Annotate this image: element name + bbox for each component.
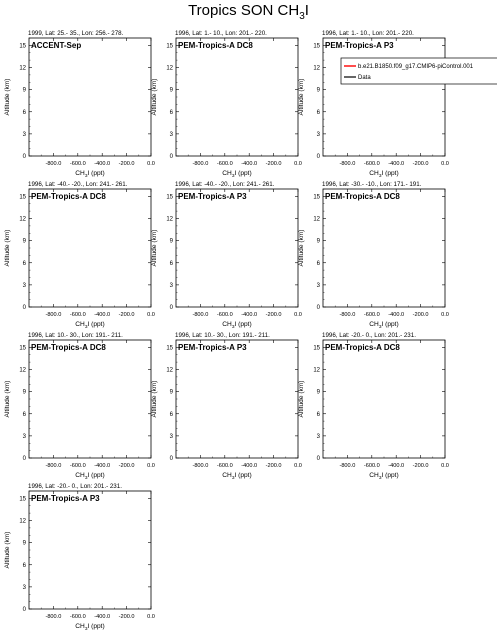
x-axis-label-end: I (ppt) [381,170,399,177]
x-axis-label [75,321,104,330]
chart-panel [4,181,155,330]
y-tick-label: 3 [316,131,320,138]
y-tick-label: 3 [22,282,26,289]
x-tick-label: -400.0 [241,161,258,167]
x-axis-label-subscript: 3 [231,325,235,330]
x-tick-label: -800.0 [45,161,62,167]
x-tick-label: -200.0 [412,463,429,469]
x-tick-label: 0.0 [441,463,449,469]
x-tick-label: -800.0 [45,463,62,469]
y-tick-label: 3 [169,433,173,440]
x-axis-label-subscript: 3 [84,627,88,632]
x-axis-label-main: CH [222,170,232,177]
y-tick-label: 6 [169,109,173,116]
x-tick-label: -400.0 [94,312,111,318]
x-tick-label: -800.0 [192,161,209,167]
y-tick-label: 15 [19,496,26,503]
y-tick-label: 0 [169,154,173,160]
y-tick-label: 9 [316,87,320,94]
x-tick-label: -400.0 [388,463,405,469]
x-axis-label-subscript: 3 [378,476,382,481]
figure-title-subscript: 3 [299,11,305,22]
campaign-label: PEM-Tropics-A P3 [178,192,247,201]
x-axis-label-main: CH [369,472,379,479]
x-axis-label-main: CH [75,170,85,177]
y-tick-label: 15 [313,194,320,201]
x-tick-label: -400.0 [94,463,111,469]
y-tick-label: 0 [316,154,320,160]
y-tick-label: 6 [22,411,26,418]
x-tick-label: -600.0 [363,312,380,318]
panel-title: 1996, Lat: -30.- -10., Lon: 171.- 191. [322,181,422,188]
campaign-label: PEM-Tropics-A DC8 [325,192,400,201]
x-tick-label: 0.0 [147,463,155,469]
x-tick-label: -600.0 [363,463,380,469]
legend-model-label: b.e21.B1850.f09_g17.CMIP6-piControl.001 [358,64,474,70]
y-axis-label: Altitude (km) [151,229,158,267]
x-tick-label: -400.0 [94,161,111,167]
plot-frame [176,189,298,307]
x-tick-label: -600.0 [216,161,233,167]
y-tick-label: 0 [169,456,173,462]
x-axis-label-main: CH [369,170,379,177]
x-axis-label-end: I (ppt) [381,472,399,479]
y-tick-label: 15 [313,43,320,50]
x-tick-label: -200.0 [265,312,282,318]
x-tick-label: -400.0 [94,614,111,620]
y-axis-label: Altitude (km) [151,78,158,116]
y-axis-label: Altitude (km) [298,229,305,267]
y-tick-label: 0 [22,607,26,613]
x-axis-label-end: I (ppt) [234,170,252,177]
legend-data-label: Data [358,75,371,81]
x-tick-label: 0.0 [294,463,302,469]
x-axis-label [222,170,251,179]
y-tick-label: 12 [166,367,173,374]
y-tick-label: 12 [166,65,173,72]
x-axis-label-main: CH [75,623,85,630]
y-tick-label: 9 [169,238,173,245]
x-axis-label [222,321,251,330]
x-axis-label-subscript: 3 [84,325,88,330]
y-tick-label: 6 [316,260,320,267]
figure-title-end: I [304,2,309,19]
x-axis-label-subscript: 3 [84,174,88,179]
y-tick-label: 15 [313,345,320,352]
x-axis-label-end: I (ppt) [234,321,252,328]
y-tick-label: 0 [22,154,26,160]
x-tick-label: -200.0 [118,161,135,167]
x-tick-label: 0.0 [294,161,302,167]
y-tick-label: 12 [19,216,26,223]
plot-frame [29,340,151,458]
y-axis-label: Altitude (km) [151,380,158,418]
x-tick-label: -600.0 [69,312,86,318]
y-tick-label: 3 [22,433,26,440]
x-axis-label [222,472,251,481]
panel-title: 1996, Lat: -40.- -20., Lon: 241.- 261. [28,181,128,188]
chart-panel [4,30,155,179]
y-tick-label: 6 [169,411,173,418]
campaign-label: PEM-Tropics-A P3 [325,41,394,50]
x-tick-label: -200.0 [412,312,429,318]
x-tick-label: -200.0 [118,312,135,318]
x-tick-label: -800.0 [45,614,62,620]
x-axis-label-subscript: 3 [378,174,382,179]
x-tick-label: -800.0 [339,312,356,318]
x-tick-label: -200.0 [265,463,282,469]
panel-title: 1996, Lat: -40.- -20., Lon: 241.- 261. [175,181,275,188]
y-tick-label: 9 [169,389,173,396]
y-axis-label: Altitude (km) [298,380,305,418]
x-tick-label: -200.0 [118,463,135,469]
y-tick-label: 15 [166,194,173,201]
x-tick-label: 0.0 [147,161,155,167]
plot-frame [176,340,298,458]
campaign-label: PEM-Tropics-A DC8 [178,41,253,50]
y-tick-label: 15 [19,194,26,201]
x-axis-label-end: I (ppt) [381,321,399,328]
chart-panel [298,181,449,330]
campaign-label: PEM-Tropics-A P3 [178,343,247,352]
y-tick-label: 9 [22,87,26,94]
panel-title: 1996, Lat: -20.- 0., Lon: 201.- 231. [28,483,122,490]
plot-frame [323,38,445,156]
y-tick-label: 3 [316,433,320,440]
plot-frame [29,38,151,156]
plot-frame [323,189,445,307]
x-tick-label: -800.0 [339,161,356,167]
y-tick-label: 12 [19,518,26,525]
y-tick-label: 15 [166,345,173,352]
legend [341,58,497,84]
y-tick-label: 6 [22,260,26,267]
x-axis-label [75,472,104,481]
x-tick-label: -600.0 [69,161,86,167]
x-axis-label [75,170,104,179]
x-axis-label-main: CH [222,472,232,479]
x-axis-label-end: I (ppt) [87,623,105,630]
x-axis-label [75,623,104,632]
campaign-label: PEM-Tropics-A DC8 [31,192,106,201]
y-tick-label: 9 [22,389,26,396]
campaign-label: ACCENT-Sep [31,41,82,50]
y-tick-label: 0 [316,456,320,462]
y-tick-label: 9 [169,87,173,94]
chart-panel [298,30,497,179]
y-tick-label: 9 [316,389,320,396]
chart-panel [151,332,302,481]
x-tick-label: 0.0 [147,312,155,318]
y-tick-label: 9 [22,238,26,245]
y-tick-label: 3 [22,131,26,138]
x-axis-label-end: I (ppt) [234,472,252,479]
y-tick-label: 12 [19,367,26,374]
x-tick-label: -400.0 [388,312,405,318]
figure-title-main: Tropics SON CH [188,2,300,19]
y-tick-label: 12 [313,216,320,223]
campaign-label: PEM-Tropics-A DC8 [31,343,106,352]
y-axis-label: Altitude (km) [298,78,305,116]
y-tick-label: 9 [316,238,320,245]
x-tick-label: -400.0 [388,161,405,167]
y-tick-label: 3 [169,282,173,289]
chart-panel [151,181,302,330]
y-tick-label: 15 [166,43,173,50]
y-axis-label: Altitude (km) [4,380,11,418]
campaign-label: PEM-Tropics-A P3 [31,494,100,503]
x-tick-label: -200.0 [118,614,135,620]
y-tick-label: 6 [316,411,320,418]
x-tick-label: -200.0 [412,161,429,167]
y-tick-label: 6 [169,260,173,267]
plot-frame [29,491,151,609]
y-tick-label: 12 [313,367,320,374]
x-tick-label: -400.0 [241,312,258,318]
x-axis-label [369,170,398,179]
x-axis-label-subscript: 3 [231,174,235,179]
y-tick-label: 6 [22,562,26,569]
plot-frame [29,189,151,307]
x-tick-label: 0.0 [147,614,155,620]
x-tick-label: -600.0 [69,463,86,469]
x-axis-label-main: CH [369,321,379,328]
x-axis-label-end: I (ppt) [87,321,105,328]
y-tick-label: 6 [316,109,320,116]
x-axis-label-subscript: 3 [231,476,235,481]
y-tick-label: 15 [19,345,26,352]
x-axis-label-main: CH [222,321,232,328]
x-axis-label-subscript: 3 [378,325,382,330]
chart-panel [298,332,449,481]
y-tick-label: 0 [22,305,26,311]
x-axis-label-subscript: 3 [84,476,88,481]
x-tick-label: -600.0 [216,463,233,469]
x-tick-label: -400.0 [241,463,258,469]
x-tick-label: -600.0 [69,614,86,620]
x-axis-label [369,321,398,330]
campaign-label: PEM-Tropics-A DC8 [325,343,400,352]
x-tick-label: -800.0 [339,463,356,469]
chart-panel [151,30,302,179]
x-axis-label-end: I (ppt) [87,472,105,479]
x-tick-label: -600.0 [216,312,233,318]
x-axis-label-end: I (ppt) [87,170,105,177]
panel-title: 1996, Lat: 10.- 30., Lon: 191.- 211. [175,332,270,339]
y-tick-label: 12 [19,65,26,72]
y-tick-label: 9 [22,540,26,547]
x-tick-label: -800.0 [192,312,209,318]
y-tick-label: 0 [169,305,173,311]
x-axis-label [369,472,398,481]
panel-title: 1996, Lat: 1.- 10., Lon: 201.- 220. [175,30,267,37]
panel-title: 1996, Lat: 1.- 10., Lon: 201.- 220. [322,30,414,37]
x-tick-label: 0.0 [441,312,449,318]
x-axis-label-main: CH [75,321,85,328]
y-tick-label: 3 [316,282,320,289]
y-tick-label: 12 [313,65,320,72]
y-tick-label: 0 [22,456,26,462]
x-tick-label: 0.0 [441,161,449,167]
x-tick-label: -800.0 [192,463,209,469]
y-tick-label: 15 [19,43,26,50]
chart-panel [4,483,155,632]
y-tick-label: 6 [22,109,26,116]
x-tick-label: -200.0 [265,161,282,167]
y-tick-label: 3 [169,131,173,138]
panel-title: 1996, Lat: -20.- 0., Lon: 201.- 231. [322,332,416,339]
y-tick-label: 0 [316,305,320,311]
x-axis-label-main: CH [75,472,85,479]
x-tick-label: -600.0 [363,161,380,167]
y-axis-label: Altitude (km) [4,229,11,267]
y-tick-label: 3 [22,584,26,591]
x-tick-label: 0.0 [294,312,302,318]
panel-title: 1996, Lat: 10.- 30., Lon: 191.- 211. [28,332,123,339]
plot-frame [176,38,298,156]
plot-frame [323,340,445,458]
chart-panel [4,332,155,481]
x-tick-label: -800.0 [45,312,62,318]
y-axis-label: Altitude (km) [4,78,11,116]
y-tick-label: 12 [166,216,173,223]
panel-title: 1999, Lat: 25.- 35., Lon: 256.- 278. [28,30,124,37]
y-axis-label: Altitude (km) [4,531,11,569]
